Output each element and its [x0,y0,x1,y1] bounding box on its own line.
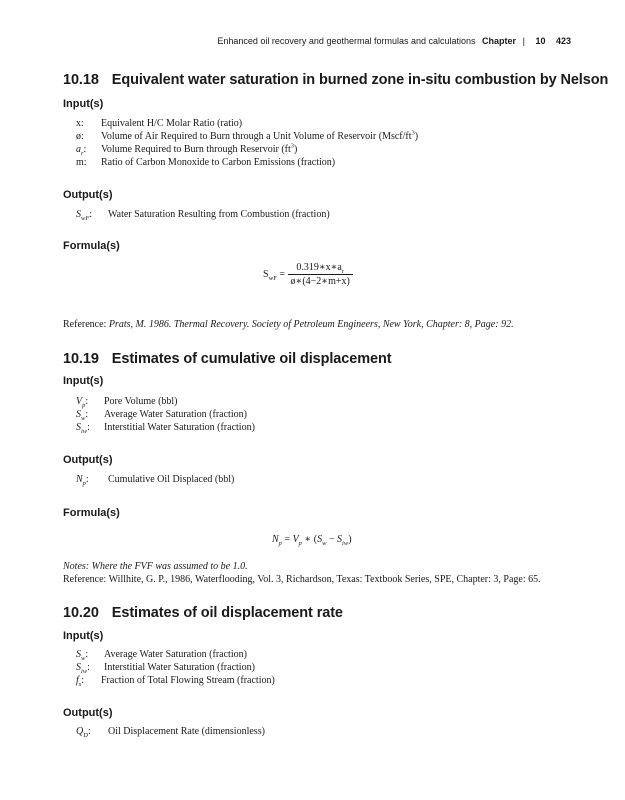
chapter-number: 10 [535,36,546,46]
chapter-label: Chapter [482,36,517,46]
input-item: $a_r$: Volume Required to Burn through Reservoir $(ft^3)$ [76,142,298,157]
section-title-10-20: 10.20 Estimates of oil displacement rate [63,605,343,621]
input-item: $S_{iw}$: Interstitial Water Saturation (fraction) [76,422,255,435]
formula-10-19: $N_p = V_p$ ∗ $(S_w - S_{iw})$ [272,534,352,547]
input-item: $S_w$: Average Water Saturation (fraction) [76,649,247,662]
output-item: $N_p$: Cumulative Oil Displaced (bbl) [76,474,235,487]
reference-10-19: Reference: Willhite, G. P., 1986, Waterflooding, Vol. 3, Richardson, Texas: Textbook Series, SPE, Chapter: 3, Page: 65. [63,574,541,585]
running-head [217,36,571,46]
input-item: $f_s$: Fraction of Total Flowing Stream (fraction) [76,675,275,688]
running-head-title: Enhanced oil recovery and geothermal formulas and calculations [217,36,476,46]
output-heading: Output(s) [63,707,113,719]
input-item: $S_w$: Average Water Saturation (fraction) [76,409,247,422]
input-heading: Input(s) [63,375,104,387]
input-list [76,395,255,434]
formula-heading: Formula(s) [63,240,120,252]
reference-text: Prats, M. 1986. Thermal Recovery. Society of Petroleum Engineers, New York, Chapter: 8, Page: 92. [108,319,514,330]
formula-heading: Formula(s) [63,507,120,519]
output-item: $S_{wF}$: Water Saturation Resulting from Combustion (fraction) [76,209,330,222]
input-item: x: Equivalent H/C Molar Ratio (ratio) [76,118,243,129]
input-heading: Input(s) [63,98,104,110]
input-item: ø: Volume of Air Required to Burn through a Unit Volume of Reservoir $(Mscf/ft^3)$ [76,129,419,142]
section-title-10-18 [63,72,608,88]
section-title-10-19: 10.19 Estimates of cumulative oil displacement [63,351,392,367]
input-list [76,648,275,687]
page-number: 423 [555,36,571,46]
output-item: $Q_D$: Oil Displacement Rate (dimensionless) [76,726,265,739]
output-list [76,208,330,221]
header-separator: | [522,36,525,46]
output-list [76,725,265,738]
input-item: $S_{iw}$: Interstitial Water Saturation (fraction) [76,662,255,675]
input-item: m: Ratio of Carbon Monoxide to Carbon Emissions (fraction) [76,157,336,168]
reference-label: Reference: [63,319,107,330]
output-heading: Output(s) [63,454,113,466]
input-heading: Input(s) [63,630,104,642]
output-list [76,473,234,486]
input-list [76,117,418,169]
section-number: 10.18 [63,72,99,88]
formula-10-18: $S_{wF}$ = $\frac{0.319∗x∗a_r}{ø∗(4-2∗m+x)}$ [263,262,353,287]
section-heading: Equivalent water saturation in burned zone in-situ combustion by Nelson [111,72,609,88]
output-heading: Output(s) [63,189,113,201]
notes-10-19: Notes: Where the FVF was assumed to be 1.0. [63,561,248,572]
input-item: $V_p$: Pore Volume (bbl) [76,396,178,409]
reference-10-18 [63,318,514,331]
